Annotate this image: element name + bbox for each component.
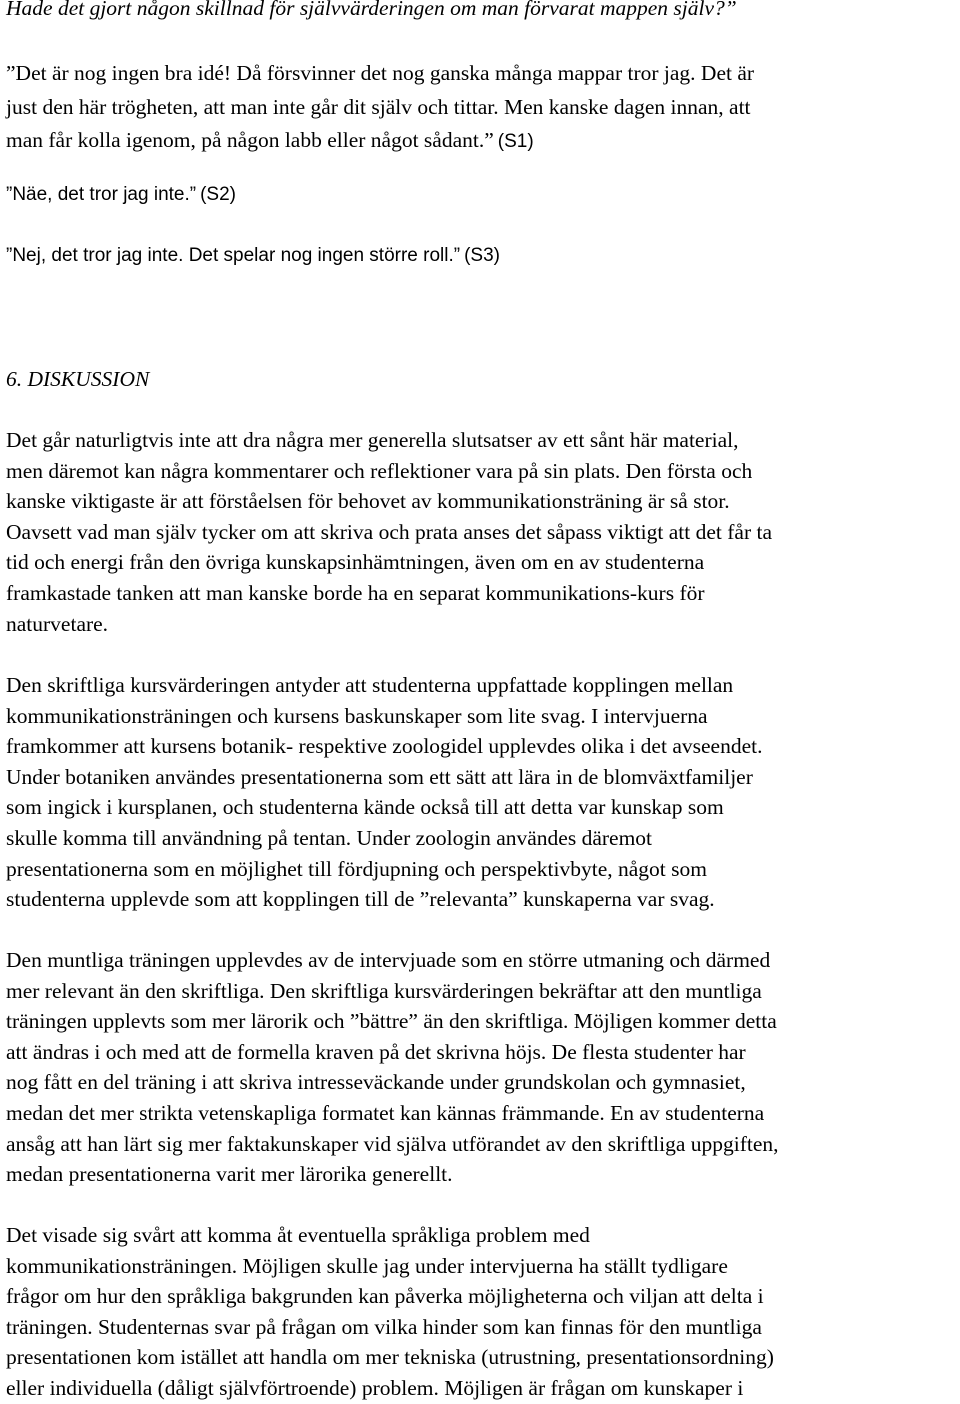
paragraph-4 (6, 1220, 956, 1404)
answer-source: (S1) (497, 131, 534, 152)
paragraph-line: som ingick i kursplanen, och studenterna kände också till att detta var kunskap som (6, 795, 724, 820)
paragraph-line: kommunikationsträningen och kursens baskunskaper som lite svag. I intervjuerna (6, 703, 708, 728)
interview-answer-s1 (6, 58, 956, 159)
paragraph-line: eller individuella (dåligt självförtroende) problem. Möjligen är frågan om kunskaper i (6, 1375, 744, 1400)
paragraph-3 (6, 945, 956, 1190)
paragraph-line: Det går naturligtvis inte att dra några mer generella slutsatser av ett sånt här material, (6, 428, 739, 452)
answer-text: ”Nej, det tror jag inte. Det spelar nog ingen större roll.” (6, 245, 461, 266)
interview-answer-s3 (6, 241, 956, 273)
paragraph-line: medan det mer strikta vetenskapliga formatet kan kännas främmande. En av studenterna (6, 1100, 765, 1125)
paragraph-line: framkommer att kursens botanik- respektive zoologidel upplevdes olika i det avseendet. (6, 734, 763, 759)
answer-text: ”Det är nog ingen bra idé! Då försvinner det nog ganska många mappar tror jag. Det är (6, 61, 755, 85)
answer-line (6, 125, 956, 159)
paragraph-line: Oavsett vad man själv tycker om att skriva och prata anses det såpass viktigt att det får ta (6, 519, 773, 544)
paragraph-line: studenterna upplevde som att kopplingen till de ”relevanta” kunskaperna var svag. (6, 887, 715, 912)
paragraph-line: tid och energi från den övriga kunskapsinhämtningen, även om en av studenterna (6, 550, 705, 575)
answer-line (6, 58, 956, 92)
answer-source: (S2) (200, 184, 236, 205)
answer-text: just den här trögheten, att man inte går dit själv och tittar. Men kanske dagen innan, att (6, 94, 751, 119)
paragraph-line: skulle komma till användning på tentan. Under zoologin användes däremot (6, 825, 653, 850)
paragraph-line: mer relevant än den skriftliga. Den skriftliga kursvärderingen bekräftar att den muntliga (6, 978, 762, 1003)
paragraph-line: kommunikationsträningen. Möjligen skulle jag under intervjuerna ha ställt tydligare (6, 1253, 728, 1278)
section-heading: 6. DISKUSSION (6, 367, 150, 391)
answer-line (6, 92, 956, 126)
paragraph-line: medan presentationerna varit mer lärorika generellt. (6, 1162, 453, 1187)
paragraph-line: nog fått en del träning i att skriva intresseväckande under grundskolan och gymnasiet, (6, 1070, 746, 1095)
paragraph-line: att ändras i och med att de formella kraven på det skrivna höjs. De flesta studenter har (6, 1039, 746, 1064)
paragraph-line: Den skriftliga kursvärderingen antyder att studenterna uppfattade kopplingen mellan (6, 673, 734, 697)
paragraph-line: framkastade tanken att man kanske borde ha en separat kommunikations-kurs för (6, 580, 705, 605)
paragraph-line: Under botaniken användes presentationerna som ett sätt att lära in de blomväxtfamiljer (6, 764, 753, 789)
answer-source: (S3) (464, 245, 501, 266)
interview-question: Hade det gjort någon skillnad för självvärderingen om man förvarat mappen själv?” (6, 0, 737, 20)
paragraph-2 (6, 670, 956, 915)
paragraph-line: naturvetare. (6, 611, 109, 636)
paragraph-line: träningen upplevts som mer lärorik och ”bättre” än den skriftliga. Möjligen kommer detta (6, 1009, 777, 1034)
paragraph-line: frågor om hur den språkliga bakgrunden kan påverka möjligheterna och viljan att delta i (6, 1284, 764, 1309)
paragraph-line: träningen. Studenternas svar på frågan om vilka hinder som kan finnas för den muntliga (6, 1314, 762, 1339)
paragraph-1 (6, 425, 956, 639)
paragraph-line: presentationerna som en möjlighet till fördjupning och perspektivbyte, något som (6, 856, 707, 881)
interview-answer-s2 (6, 180, 956, 212)
answer-text: ”Näe, det tror jag inte.” (6, 184, 197, 205)
paragraph-line: Den muntliga träningen upplevdes av de intervjuade som en större utmaning och därmed (6, 948, 771, 972)
paragraph-line: kanske viktigaste är att förståelsen för behovet av kommunikationsträning är så stor. (6, 489, 730, 514)
answer-text: man får kolla igenom, på någon labb eller något sådant.” (6, 128, 494, 152)
paragraph-line: presentationen kom istället att handla om mer tekniska (utrustning, presentationsordning) (6, 1345, 774, 1370)
paragraph-line: ansåg att han lärt sig mer faktakunskaper vid själva utförandet av den skriftliga uppgiften, (6, 1131, 779, 1156)
paragraph-line: Det visade sig svårt att komma åt eventuella språkliga problem med (6, 1223, 590, 1247)
paragraph-line: men däremot kan några kommentarer och reflektioner vara på sin plats. Den första och (6, 458, 753, 483)
